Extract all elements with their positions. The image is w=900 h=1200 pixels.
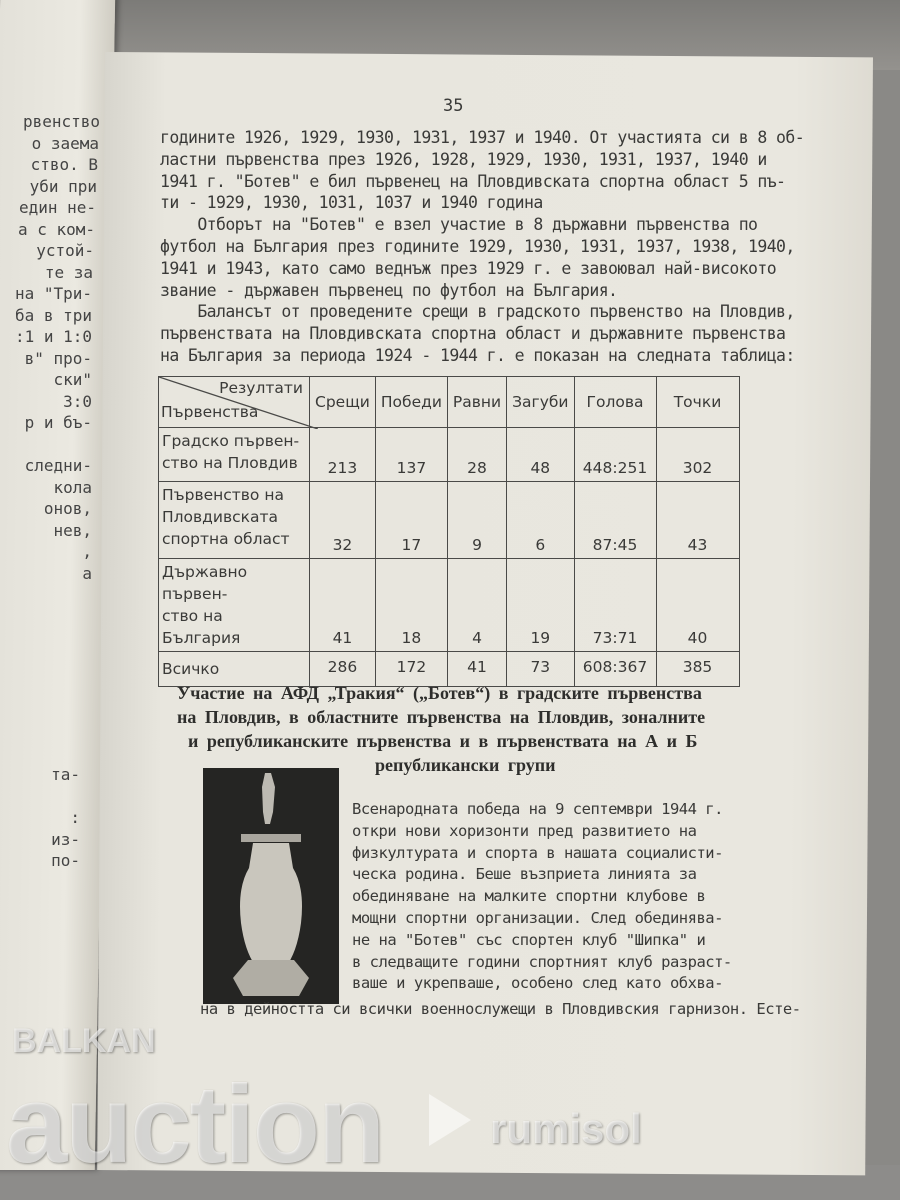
left-page-line: ба в три [14,305,92,325]
left-page-line: нев, [53,520,92,540]
results-table [158,376,740,687]
left-page-line: следни- [24,456,92,475]
table-cell: 4 [447,559,506,652]
column-header: Победи [375,377,447,428]
body-line: годините 1926, 1929, 1930, 1931, 1937 и 1940. От участията си в 8 об- [160,128,805,147]
corner-label-championships: Първенства [161,403,259,421]
left-page-line: о заема [31,133,99,153]
heading-line: републикански групи [375,755,556,775]
table-cell: 43 [656,482,739,559]
table-cell: 19 [507,559,574,652]
left-page-line: а [82,563,92,583]
body-line: Балансът от проведените срещи в градското първенство на Пловдив, [160,302,795,322]
left-page-line: кола [53,477,92,497]
table-cell: 41 [447,652,506,687]
table-cell: 40 [656,559,739,652]
table-cell: 137 [375,428,447,482]
left-page-line: ство. В [30,155,98,174]
table-row [159,652,740,687]
table-cell: 172 [375,652,447,687]
watermark-auction: auction [6,1063,384,1186]
body-line: първенствата на Пловдивската спортна област и държавните първенства [160,324,786,344]
left-page-line: та- [51,765,80,784]
paragraph-line: откри нови хоризонти пред развитието на [352,821,697,840]
left-page-line: :1 и 1:0 [14,327,92,346]
corner-label-results: Резултати [219,379,303,397]
paragraph-line: ваше и укрепваше, особено след като обхва- [352,974,723,993]
paragraph-line: в следващите години спортният клуб разраст- [352,952,732,971]
column-header: Голова [574,377,656,428]
table-cell: 28 [447,428,506,482]
body-line: на България за периода 1924 - 1944 г. е показан на следната таблица: [160,346,795,365]
column-header: Загуби [507,377,574,428]
left-page-line: в" про- [24,348,92,368]
table-cell: 17 [375,482,447,559]
table-cell: 213 [310,428,376,482]
trophy-photo [203,768,339,1004]
body-line: 1941 г. "Ботев" е бил първенец на Пловдивската спортна област 5 пъ- [160,171,786,191]
table-cell: 32 [310,482,376,559]
trophy-image [203,768,339,1004]
left-page-line: а с ком- [17,219,95,239]
table-cell: 6 [507,482,574,559]
table-cell: 73:71 [574,559,656,652]
column-header: Точки [656,377,739,428]
table-row [159,559,740,652]
table-cell: 286 [310,652,376,687]
left-page-line: уби при [29,176,97,196]
page-number: 35 [443,96,464,116]
left-page-line: онов, [43,499,92,518]
table-cell: 48 [507,428,574,482]
left-page-line: по- [51,851,80,870]
column-header: Равни [447,377,506,428]
left-page-line: на "Три- [14,284,92,303]
row-label: Всичко [159,652,310,687]
left-page-line: те за [44,262,93,282]
body-line: Отборът на "Ботев" е взел участие в 8 държавни първенства по [160,215,758,235]
table-row [159,428,740,482]
left-page-line: 3:0 [63,391,92,411]
table-cell: 87:45 [574,482,656,559]
paragraph-last-line: на в дейността си всички военнослужещи в Пловдивския гарнизон. Есте- [200,1000,801,1018]
table-cell: 9 [447,482,506,559]
left-page-line: рвенство [22,112,100,131]
watermark-play-icon [425,1090,475,1150]
table-cell: 448:251 [574,428,656,482]
table-row [159,482,740,559]
left-page-line: устой- [36,241,94,260]
row-label: Първенство на Пловдивската спортна област [159,482,310,559]
paragraph-line: ческа родина. Беше възприета линията за [352,865,697,884]
row-label: Градско първен- ство на Пловдив [159,428,310,482]
left-page-line: ски" [53,370,92,389]
paragraph-line: обединяване на малките спортни клубове в [352,887,706,906]
body-line: звание - държавен първенец по футбол на България. [160,280,618,300]
paragraph-line: мощни спортни организации. След обединява- [352,909,723,927]
left-page-line: , [82,542,92,561]
heading-line: и републиканските първенства и в първенствата на А и Б [188,731,698,751]
heading-line: Участие на АФД „Тракия“ („Ботев“) в градските първенства [177,683,702,703]
body-line: ластни първенства през 1926, 1928, 1929, 1930, 1931, 1937, 1940 и [160,149,767,169]
paragraph-line: Всенародната победа на 9 септември 1944 г. [352,800,723,818]
watermark-balkan: BALKAN [12,1022,156,1060]
table-header-row [159,377,740,428]
paragraph-line: физкултурата и спорта в нашата социалисти- [352,843,723,862]
left-page-line: р и бъ- [24,413,92,432]
body-line: футбол на България през годините 1929, 1930, 1931, 1937, 1938, 1940, [160,237,795,256]
left-page-line: : [70,808,80,827]
paragraph-line: не на "Ботев" със спортен клуб "Шипка" и [352,930,706,949]
watermark-rumisol: rumisol [490,1105,642,1152]
table-cell: 41 [310,559,376,652]
table-cell: 302 [656,428,739,482]
left-page-line: един не- [18,198,96,217]
left-page-line: из- [51,829,80,849]
heading-line: на Пловдив, в областните първенства на Пловдив, зоналните [177,707,706,727]
table-cell: 73 [507,652,574,687]
table-cell: 608:367 [574,652,656,687]
table-cell: 18 [375,559,447,652]
body-line: 1941 и 1943, като само веднъж през 1929 г. е завоювал най-високото [160,258,777,278]
row-label: Държавно първен- ство на България [159,559,310,652]
table-cell: 385 [656,652,739,687]
column-header: Срещи [310,377,376,428]
table-corner-cell [159,377,310,428]
body-line: ти - 1929, 1930, 1031, 1037 и 1940 година [160,193,543,213]
